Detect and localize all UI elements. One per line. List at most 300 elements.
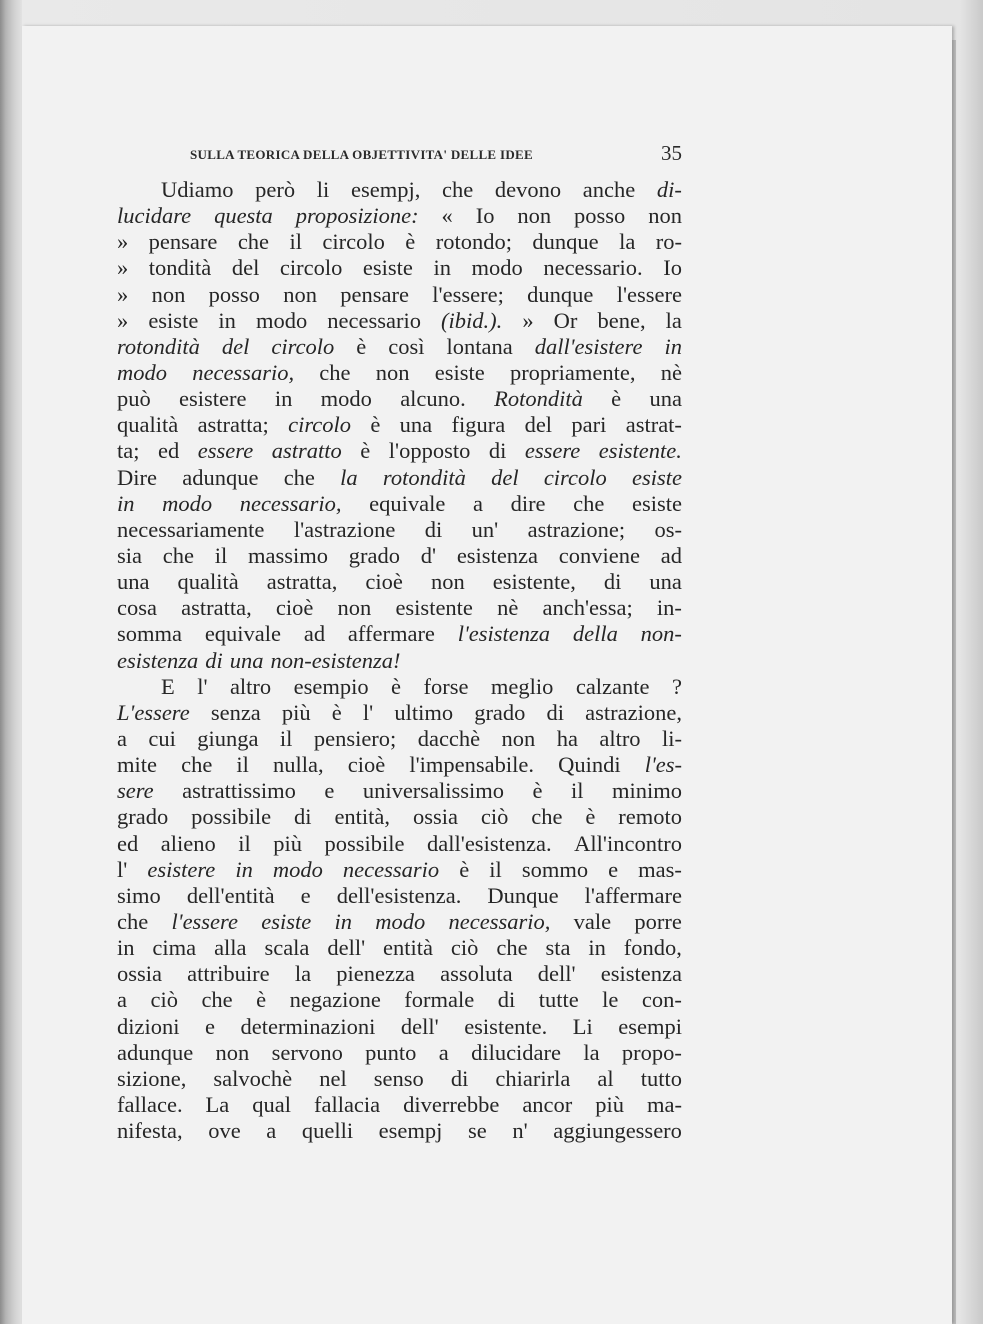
word: ciò bbox=[480, 804, 509, 830]
word: ossia bbox=[117, 961, 162, 987]
word: anche bbox=[582, 177, 636, 202]
word: esistente bbox=[395, 595, 473, 621]
word: giunga bbox=[197, 725, 259, 751]
text-line bbox=[117, 203, 682, 229]
text-line bbox=[117, 935, 682, 961]
word: ad bbox=[303, 621, 326, 647]
word: posso bbox=[574, 203, 626, 229]
word: la bbox=[294, 961, 312, 987]
word: le bbox=[602, 987, 619, 1013]
italic-word: non- bbox=[640, 621, 682, 647]
word: dunque bbox=[532, 229, 599, 255]
text-line bbox=[117, 491, 682, 517]
word: propo- bbox=[621, 1039, 682, 1065]
italic-word: esistente. bbox=[598, 438, 682, 464]
word: di bbox=[450, 1065, 469, 1091]
word: os- bbox=[654, 516, 682, 542]
word: dell' bbox=[400, 1013, 439, 1039]
word: dell' bbox=[537, 961, 576, 987]
word: a bbox=[117, 725, 127, 751]
word: nè bbox=[497, 595, 519, 621]
word: cioè bbox=[365, 569, 403, 595]
word: punto bbox=[365, 1039, 417, 1065]
text-line bbox=[117, 1118, 682, 1144]
word: modo bbox=[255, 307, 308, 333]
word: una bbox=[399, 412, 433, 438]
word: e bbox=[300, 882, 311, 908]
word: ta; bbox=[117, 438, 140, 464]
word: nifesta, bbox=[117, 1118, 183, 1144]
page-header bbox=[190, 141, 682, 169]
word: astrazione, bbox=[585, 699, 682, 725]
word: il bbox=[489, 856, 502, 882]
text-line bbox=[117, 229, 682, 255]
word: » bbox=[117, 229, 129, 255]
word: in bbox=[588, 935, 606, 961]
word: sia bbox=[117, 542, 142, 568]
word: mas- bbox=[638, 856, 682, 882]
word: nè bbox=[660, 359, 682, 385]
word: è bbox=[331, 699, 342, 725]
word: fondo, bbox=[623, 935, 682, 961]
text-line bbox=[117, 360, 682, 386]
word: in- bbox=[656, 595, 682, 621]
italic-word: necessario, bbox=[192, 359, 295, 385]
word: cima bbox=[152, 935, 197, 961]
text-line bbox=[117, 1066, 682, 1092]
text-line bbox=[117, 386, 682, 412]
word: chiarirla bbox=[495, 1065, 571, 1091]
italic-word: astratto bbox=[271, 438, 342, 464]
word: esempj, bbox=[350, 177, 421, 202]
word: altro bbox=[599, 725, 641, 751]
italic-word: necessario, bbox=[239, 490, 342, 516]
word: non bbox=[648, 203, 682, 229]
text-line bbox=[117, 569, 682, 595]
word: modo bbox=[320, 386, 372, 412]
word: li bbox=[316, 177, 330, 202]
word: grado bbox=[348, 542, 400, 568]
italic-word: modo bbox=[375, 908, 426, 934]
word: posso bbox=[208, 281, 260, 307]
word: esistenza bbox=[456, 542, 539, 568]
word: fallacia bbox=[313, 1091, 381, 1117]
word: in bbox=[433, 255, 451, 281]
word: salvochè bbox=[213, 1065, 293, 1091]
italic-word: rotondità bbox=[117, 333, 200, 359]
italic-word: in bbox=[334, 908, 353, 934]
word: modo bbox=[471, 255, 523, 281]
word: adunque bbox=[182, 464, 259, 490]
word: tondità bbox=[148, 255, 212, 281]
italic-word: esistenza bbox=[117, 647, 199, 673]
text-line bbox=[117, 543, 682, 569]
word: sta bbox=[545, 935, 571, 961]
word: e bbox=[608, 856, 619, 882]
word: adunque bbox=[117, 1039, 194, 1065]
word: pensare bbox=[340, 281, 409, 307]
word: » bbox=[117, 255, 129, 281]
word: l'essere; bbox=[432, 281, 504, 307]
word: La bbox=[205, 1091, 230, 1117]
word: vale bbox=[573, 908, 612, 934]
word: porre bbox=[634, 908, 682, 934]
word: esiste bbox=[362, 255, 413, 281]
book-spine-shadow bbox=[0, 0, 22, 1324]
italic-word: modo bbox=[162, 490, 213, 516]
word: di bbox=[546, 699, 565, 725]
word: pari bbox=[571, 412, 607, 438]
text-line bbox=[117, 621, 682, 647]
word: dell' bbox=[327, 935, 366, 961]
italic-word: di bbox=[205, 647, 223, 673]
word: diverrebbe bbox=[403, 1091, 500, 1117]
word: cioè bbox=[275, 595, 314, 621]
text-line bbox=[117, 674, 682, 700]
word: una bbox=[649, 569, 682, 595]
italic-word: una bbox=[229, 647, 264, 673]
word: è bbox=[611, 386, 622, 412]
word: figura bbox=[451, 412, 506, 438]
word: possibile bbox=[324, 830, 405, 856]
word: devono bbox=[494, 177, 562, 202]
text-line bbox=[117, 308, 682, 334]
italic-word: esistere bbox=[147, 856, 216, 882]
word: l' bbox=[197, 673, 208, 699]
text-line bbox=[117, 595, 682, 621]
word: una bbox=[117, 569, 150, 595]
italic-word: del bbox=[221, 333, 250, 359]
word: di bbox=[424, 516, 443, 542]
word: astratta, bbox=[266, 569, 338, 595]
word: di bbox=[294, 804, 312, 830]
italic-word: rotondità bbox=[382, 464, 466, 490]
italic-word: modo bbox=[272, 856, 323, 882]
word: dunque bbox=[527, 281, 594, 307]
word: il bbox=[214, 542, 228, 568]
text-line bbox=[117, 804, 682, 830]
italic-word: di- bbox=[656, 177, 682, 202]
word: bene, bbox=[597, 307, 646, 333]
text-line bbox=[117, 857, 682, 883]
word: E bbox=[161, 673, 175, 699]
word: più bbox=[273, 830, 303, 856]
text-line bbox=[117, 961, 682, 987]
italic-word: circolo bbox=[271, 333, 335, 359]
word: l' bbox=[117, 856, 128, 882]
italic-word: in bbox=[235, 856, 253, 882]
word: formale bbox=[404, 987, 475, 1013]
text-line bbox=[117, 177, 682, 203]
word: più bbox=[281, 699, 311, 725]
word: Or bbox=[553, 307, 578, 333]
italic-word: lucidare bbox=[117, 203, 192, 229]
word: Dire bbox=[117, 464, 157, 490]
word: non bbox=[337, 595, 372, 621]
word: esempi bbox=[618, 1013, 682, 1039]
word: mite bbox=[117, 752, 157, 778]
word: n' bbox=[512, 1118, 528, 1144]
word: pienezza bbox=[336, 961, 415, 987]
word: e bbox=[204, 1013, 215, 1039]
word: è bbox=[459, 856, 470, 882]
word: « bbox=[441, 203, 453, 229]
word: qual bbox=[252, 1091, 291, 1117]
word: se bbox=[467, 1118, 487, 1144]
word: astrat- bbox=[625, 412, 682, 438]
word: sizione, bbox=[117, 1065, 187, 1091]
word: non bbox=[517, 203, 552, 229]
word: servono bbox=[271, 1039, 343, 1065]
word: equivale bbox=[204, 621, 282, 647]
word: All'incontro bbox=[574, 830, 682, 856]
word: che bbox=[181, 752, 213, 778]
word: in bbox=[218, 307, 236, 333]
italic-word: non-esistenza! bbox=[270, 647, 401, 673]
word: può bbox=[117, 386, 151, 412]
italic-word: essere bbox=[524, 438, 581, 464]
word: del bbox=[524, 412, 553, 438]
word: il bbox=[571, 778, 584, 804]
word: altro bbox=[229, 673, 272, 699]
word: è bbox=[585, 804, 596, 830]
word: ancor bbox=[522, 1091, 573, 1117]
italic-word: esiste bbox=[631, 464, 682, 490]
word: entità, bbox=[334, 804, 391, 830]
word: il bbox=[236, 752, 249, 778]
word: alcuno. bbox=[400, 386, 466, 412]
word: è bbox=[360, 438, 371, 464]
word: ro- bbox=[655, 229, 682, 255]
text-line bbox=[117, 778, 682, 804]
italic-word: dall'esistere bbox=[534, 333, 643, 359]
italic-word: in bbox=[664, 333, 682, 359]
word: di bbox=[488, 438, 507, 464]
word: Li bbox=[572, 1013, 593, 1039]
word: che bbox=[201, 987, 233, 1013]
word: alieno bbox=[160, 830, 216, 856]
word: Udiamo bbox=[161, 177, 234, 202]
italic-word: necessario bbox=[342, 856, 440, 882]
word: però bbox=[255, 177, 296, 202]
italic-word: la bbox=[340, 464, 358, 490]
word: dacchè bbox=[417, 725, 481, 751]
word: il bbox=[238, 830, 251, 856]
word: che bbox=[117, 908, 149, 934]
italic-word: sere bbox=[117, 778, 154, 804]
word: ciò bbox=[150, 987, 178, 1013]
word: la bbox=[665, 307, 682, 333]
word: astrazione; bbox=[527, 516, 626, 542]
word: circolo bbox=[279, 255, 343, 281]
word: dell'esistenza. bbox=[336, 882, 462, 908]
text-line bbox=[117, 883, 682, 909]
word: il bbox=[279, 725, 293, 751]
word: grado bbox=[474, 699, 526, 725]
word: l'affermare bbox=[584, 882, 682, 908]
word: ossia bbox=[412, 804, 458, 830]
italic-word: (ibid.). bbox=[441, 307, 503, 333]
word: di bbox=[603, 569, 622, 595]
italic-word: l'esistenza bbox=[457, 621, 551, 647]
word: al bbox=[597, 1065, 614, 1091]
word: in bbox=[117, 935, 135, 961]
word: più bbox=[595, 1091, 625, 1117]
word: cui bbox=[148, 725, 176, 751]
word: Quindi bbox=[558, 752, 621, 778]
text-line bbox=[117, 412, 682, 438]
word: » bbox=[522, 307, 534, 333]
italic-word: l'essere bbox=[171, 908, 238, 934]
word: anch'essa; bbox=[542, 595, 633, 621]
word: ha bbox=[556, 725, 578, 751]
word: a bbox=[438, 1039, 449, 1065]
word: una bbox=[649, 386, 682, 412]
word: circolo bbox=[322, 229, 385, 255]
word: tutto bbox=[640, 1065, 682, 1091]
word: a bbox=[117, 987, 127, 1013]
word: e bbox=[324, 778, 335, 804]
body-text bbox=[117, 177, 682, 1144]
word: dell'entità bbox=[186, 882, 275, 908]
word: a bbox=[472, 490, 483, 516]
word: che bbox=[441, 177, 474, 202]
word: esiste bbox=[148, 307, 199, 333]
word: fallace. bbox=[117, 1091, 183, 1117]
italic-word: modo bbox=[117, 359, 167, 385]
word: che bbox=[237, 229, 270, 255]
word: cosa bbox=[117, 595, 157, 621]
word: del bbox=[231, 255, 260, 281]
word: astratta, bbox=[181, 595, 252, 621]
text-line bbox=[117, 909, 682, 935]
word: alla bbox=[214, 935, 247, 961]
text-line bbox=[117, 987, 682, 1013]
word: nel bbox=[319, 1065, 347, 1091]
text-line bbox=[117, 438, 682, 464]
word: » bbox=[117, 307, 129, 333]
word: esempj bbox=[378, 1118, 443, 1144]
word: Io bbox=[663, 255, 682, 281]
word: esistenza bbox=[600, 961, 682, 987]
text-line bbox=[117, 334, 682, 360]
running-title: SULLA TEORICA DELLA OBJETTIVITA' DELLE IDEE bbox=[190, 147, 533, 162]
word: ad bbox=[660, 542, 682, 568]
word: assoluta bbox=[440, 961, 513, 987]
text-line bbox=[117, 465, 682, 491]
word: esiste bbox=[631, 490, 682, 516]
word: dire bbox=[510, 490, 546, 516]
word: è bbox=[356, 333, 367, 359]
word: non bbox=[430, 569, 465, 595]
text-line bbox=[117, 700, 682, 726]
word: somma bbox=[117, 621, 182, 647]
word: non bbox=[375, 359, 410, 385]
word: è bbox=[391, 673, 402, 699]
italic-word: l'es- bbox=[644, 752, 682, 778]
word: necessariamente bbox=[117, 516, 265, 542]
italic-word: Rotondità bbox=[494, 386, 583, 412]
italic-word: della bbox=[572, 621, 618, 647]
word: remoto bbox=[618, 804, 682, 830]
word: attribuire bbox=[187, 961, 270, 987]
word: l'astrazione bbox=[293, 516, 396, 542]
italic-word: necessario, bbox=[448, 908, 551, 934]
word: senso bbox=[373, 1065, 424, 1091]
word: l'impensabile. bbox=[409, 752, 534, 778]
word: ciò bbox=[450, 935, 479, 961]
word: che bbox=[573, 490, 605, 516]
italic-word: del bbox=[491, 464, 519, 490]
word: l' bbox=[362, 699, 374, 725]
word: li- bbox=[661, 725, 682, 751]
word: calzante bbox=[575, 673, 650, 699]
word: non bbox=[151, 281, 186, 307]
word: non bbox=[283, 281, 317, 307]
word: la bbox=[619, 229, 636, 255]
word: ? bbox=[671, 673, 682, 699]
word: nulla, bbox=[273, 752, 324, 778]
word: dall'esistenza. bbox=[427, 830, 552, 856]
word: simo bbox=[117, 882, 161, 908]
word: grado bbox=[117, 804, 169, 830]
word: astrattissimo bbox=[182, 778, 296, 804]
word: meglio bbox=[490, 673, 554, 699]
word: è bbox=[532, 778, 543, 804]
word: ma- bbox=[646, 1091, 682, 1117]
word: scala bbox=[264, 935, 310, 961]
word: qualità bbox=[177, 569, 239, 595]
word: quelli bbox=[301, 1118, 354, 1144]
word: affermare bbox=[347, 621, 435, 647]
word: dizioni bbox=[117, 1013, 180, 1039]
text-line bbox=[117, 255, 682, 281]
text-line bbox=[117, 1092, 682, 1118]
word: ed bbox=[117, 830, 139, 856]
word: è bbox=[370, 412, 381, 438]
word: d' bbox=[420, 542, 437, 568]
word: non bbox=[501, 725, 536, 751]
text-line bbox=[117, 752, 682, 778]
text-line bbox=[117, 1014, 682, 1040]
word: determinazioni bbox=[240, 1013, 376, 1039]
word: universalissimo bbox=[362, 778, 505, 804]
italic-word: questa bbox=[214, 203, 273, 229]
word: sommo bbox=[521, 856, 589, 882]
word: che bbox=[319, 359, 351, 385]
word: conviene bbox=[558, 542, 640, 568]
word: propriamente, bbox=[509, 359, 636, 385]
word: Io bbox=[475, 203, 495, 229]
word: che bbox=[162, 542, 194, 568]
italic-word: essere bbox=[197, 438, 254, 464]
word: è bbox=[405, 229, 416, 255]
italic-word: L'essere bbox=[117, 699, 190, 725]
word: dilucidare bbox=[471, 1039, 562, 1065]
word: tutte bbox=[538, 987, 579, 1013]
word: massimo bbox=[248, 542, 329, 568]
word: rotondo; bbox=[435, 229, 512, 255]
word: ultimo bbox=[394, 699, 454, 725]
word: in bbox=[274, 386, 293, 412]
word: Dunque bbox=[487, 882, 559, 908]
word: equivale bbox=[369, 490, 446, 516]
word: un' bbox=[471, 516, 499, 542]
word: l'essere bbox=[616, 281, 682, 307]
page-number: 35 bbox=[661, 141, 682, 165]
word: qualità bbox=[117, 412, 179, 438]
word: che bbox=[496, 935, 528, 961]
